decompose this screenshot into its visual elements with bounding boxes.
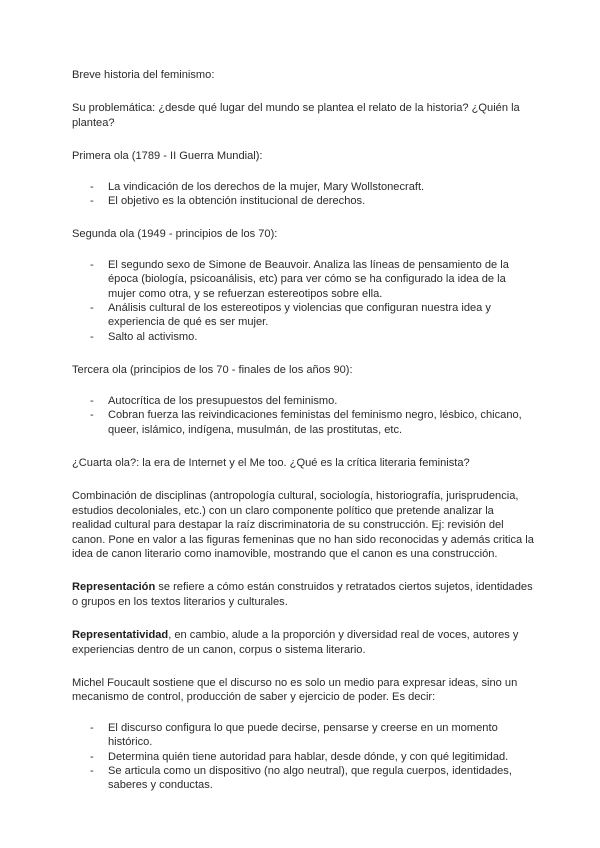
combinacion-paragraph: Combinación de disciplinas (antropología cultural, sociología, historiografía, jurisprudencia, estudios decoloniales, etc.) con un claro componente político que pretende analizar la realidad cultural para destapar la raíz discriminatoria de su construcción. Ej: revisión del canon. Pone en valor a las figuras femeninas que no han sido reconocidas y además critica la idea de canon literario como inamovible, mostrando que el canon es una construcción. (72, 490, 534, 560)
representatividad-term: Representatividad (72, 629, 169, 642)
list-item: - El segundo sexo de Simone de Beauvoir. Analiza las líneas de pensamiento de la época (biología, psicoanálisis, etc) para ver cómo se ha configurado la idea de la mujer como otra, y se refuerzan estereotipos sobre ella. (72, 258, 534, 301)
document-title: Breve historia del feminismo: (72, 69, 215, 81)
representatividad-text: , en cambio, alude a la proporción y diversidad real de voces, autores y experiencias dentro de un canon, corpus o sistema literario. (72, 629, 519, 656)
foucault-list (72, 721, 534, 793)
representatividad-paragraph (72, 628, 534, 657)
representacion-term: Representación (72, 581, 156, 594)
list-item: - Cobran fuerza las reivindicaciones feministas del feminismo negro, lésbico, chicano, queer, islámico, indígena, musulmán, de las prostitutas, etc. (72, 408, 534, 437)
primera-ola-list (72, 180, 534, 209)
cuarta-ola-paragraph: ¿Cuarta ola?: la era de Internet y el Me too. ¿Qué es la crítica literaria feminista? (72, 456, 470, 469)
list-item: - La vindicación de los derechos de la mujer, Mary Wollstonecraft. (72, 180, 534, 194)
list-item: - Salto al activismo. (72, 330, 534, 344)
primera-ola-heading: Primera ola (1789 - II Guerra Mundial): (72, 150, 263, 163)
representacion-paragraph (72, 580, 534, 609)
segunda-ola-heading: Segunda ola (1949 - principios de los 70): (72, 228, 278, 241)
tercera-ola-heading: Tercera ola (principios de los 70 - finales de los años 90): (72, 364, 353, 377)
list-item: - El objetivo es la obtención institucional de derechos. (72, 194, 534, 208)
list-item: - El discurso configura lo que puede decirse, pensarse y creerse en un momento histórico. (72, 721, 534, 750)
list-item: - Análisis cultural de los estereotipos y violencias que configuran nuestra idea y experiencia de qué es ser mujer. (72, 301, 534, 330)
segunda-ola-list (72, 258, 534, 344)
list-item: - Determina quién tiene autoridad para hablar, desde dónde, y con qué legitimidad. (72, 750, 534, 764)
list-item: - Autocrítica de los presupuestos del feminismo. (72, 394, 534, 408)
tercera-ola-list (72, 394, 534, 437)
foucault-paragraph: Michel Foucault sostiene que el discurso no es solo un medio para expresar ideas, sino un mecanismo de control, producción de saber y ejercicio de poder. Es decir: (72, 676, 518, 704)
list-item: - Se articula como un dispositivo (no algo neutral), que regula cuerpos, identidades, saberes y conductas. (72, 764, 534, 793)
representacion-text: se refiere a cómo están construidos y retratados ciertos sujetos, identidades o grupos en los textos literarios y culturales. (72, 581, 533, 608)
problematica-paragraph: Su problemática: ¿desde qué lugar del mundo se plantea el relato de la historia? ¿Quién la plantea? (72, 102, 520, 129)
